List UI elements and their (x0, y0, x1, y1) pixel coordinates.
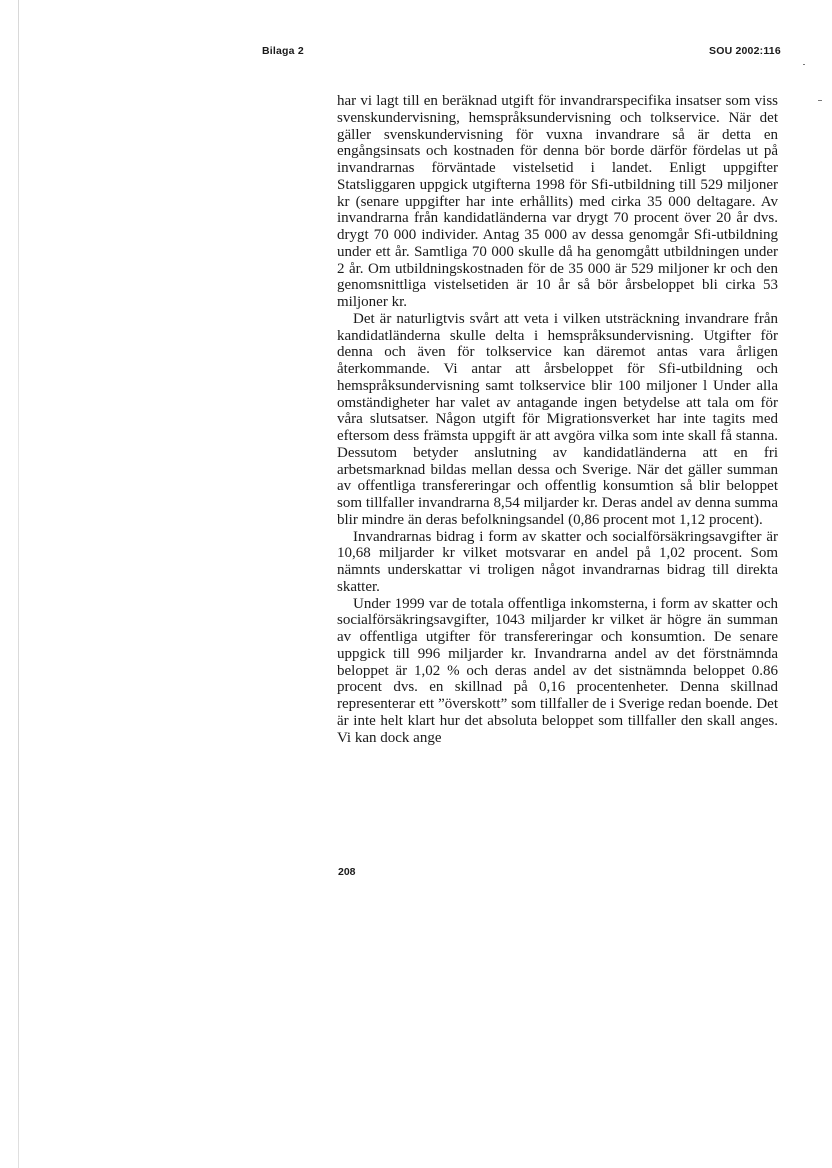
scan-edge-line (18, 0, 19, 1168)
page-number: 208 (338, 866, 356, 878)
running-header-right: SOU 2002:116 (709, 45, 781, 57)
running-header-left: Bilaga 2 (262, 45, 304, 57)
paragraph: Invandrarnas bidrag i form av skatter och socialförsäkringsavgifter är 10,68 miljarder kr vilket motsvarar en andel på 1,02 procent. Som nämnts underskattar vi troligen något invandrarnas bidrag till direkta skatter. (337, 528, 778, 595)
paragraph: Under 1999 var de totala offentliga inkomsterna, i form av skatter och socialförsäkringsavgifter, 1043 miljarder kr vilket är högre än summan av offentliga utgifter för transfereringar och konsumtion. De senare uppgick till 996 miljarder kr. Invandrarna andel av det förstnämnda beloppet är 1,02 % och deras andel av det sistnämnda beloppet 0.86 procent dvs. en skillnad på 0,16 procentenheter. Denna skillnad representerar ett ”överskott” som tillfaller de i Sverige redan boende. Det är inte helt klart hur det absoluta beloppet som tillfaller den skall anges. Vi kan dock ange (337, 595, 778, 746)
margin-mark (818, 100, 822, 101)
paragraph: Det är naturligtvis svårt att veta i vilken utsträckning invandrare från kandidatländerna skulle delta i hemspråksundervisning. Utgifter för denna och även för tolkservice kan däremot antas vara årligen återkommande. Vi antar att årsbeloppet för Sfi-utbildning och hemspråksundervisning samt tolkservice blir 100 miljoner l Under alla omständigheter har valet av antagande ingen betydelse att tala om för våra slutsatser. Någon utgift för Migrationsverket har inte tagits med eftersom dess främsta uppgift är att avgöra vilka som inte skall få stanna. Dessutom betyder anslutning av kandidatländerna att en fri arbetsmarknad bildas mellan dessa och Sverige. När det gäller summan av offentliga transfereringar och offentlig konsumtion så blir beloppet som tillfaller invandrarna 8,54 miljarder kr. Deras andel av denna summa blir mindre än deras befolkningsandel (0,86 procent mot 1,12 procent). (337, 310, 778, 528)
paragraph: har vi lagt till en beräknad utgift för invandrarspecifika insatser som viss svenskundervisning, hemspråksundervisning och tolkservice. När det gäller svenskundervisning för vuxna invandrare så är detta en engångsinsats och kostnaden för denna bör borde därför fördelas ut på invandrarnas förväntade vistelsetid i landet. Enligt uppgifter Statsliggaren uppgick utgifterna 1998 för Sfi-utbildning till 529 miljoner kr (senare uppgifter har inte erhållits) med cirka 35 000 deltagare. Av invandrarna från kandidatländerna var drygt 70 procent över 20 år dvs. drygt 70 000 individer. Antag 35 000 av dessa genomgår Sfi-utbildning under ett år. Samtliga 70 000 skulle då ha genomgått utbildningen under 2 år. Om utbildningskostnaden för de 35 000 är 529 miljoner kr och den genomsnittliga vistelsetiden är 10 år så bör årsbeloppet bli cirka 53 miljoner kr. (337, 93, 778, 310)
body-text (337, 93, 778, 746)
margin-mark (803, 64, 805, 65)
